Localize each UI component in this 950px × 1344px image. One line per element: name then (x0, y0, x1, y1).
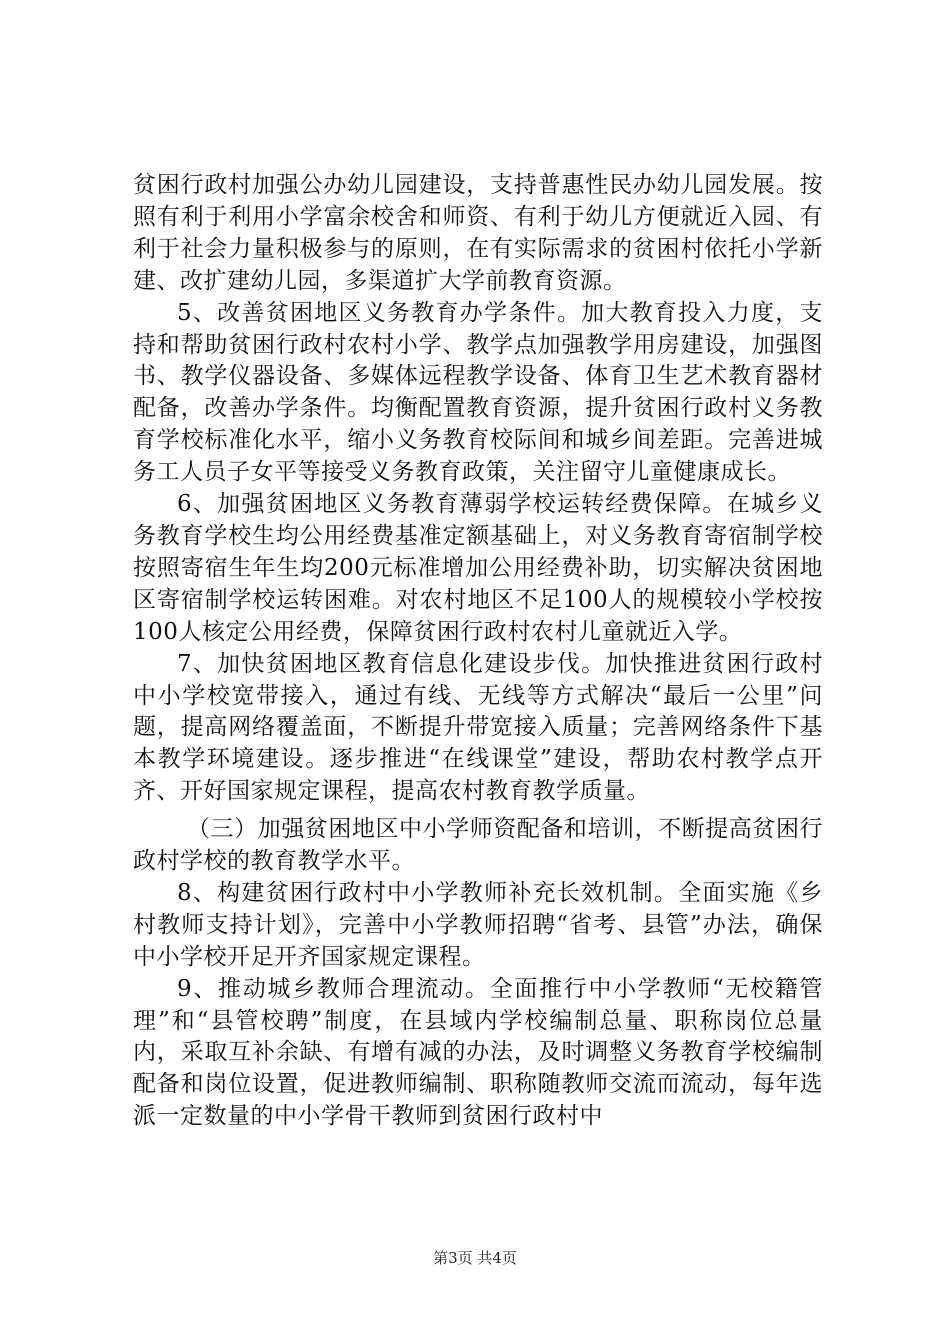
paragraph-item-7: 7、加快贫困地区教育信息化建设步伐。加快推进贫困行政村中小学校宽带接入，通过有线、无线等方式解决“最后一公里”问题，提高网络覆盖面，不断提升带宽接入质量；完善网络条件下基本教学环境建设。逐步推进“在线课堂”建设，帮助农村教学点开齐、开好国家规定课程，提高农村教育教学质量。 (133, 650, 823, 805)
paragraph-item-6: 6、加强贫困地区义务教育薄弱学校运转经费保障。在城乡义务教育学校生均公用经费基准定额基础上，对义务教育寄宿制学校按照寄宿生年生均200元标准增加公用经费补助，切实解决贫困地区寄宿制学校运转困难。对农村地区不足100人的规模较小学校按100人核定公用经费，保障贫困行政村农村儿童就近入学。 (133, 491, 823, 645)
page-footer: 第3页 共4页 (433, 1249, 517, 1267)
document-body (133, 170, 823, 1133)
section-heading-3: （三）加强贫困地区中小学师资配备和培训，不断提高贫困行政村学校的教育教学水平。 (133, 816, 823, 875)
paragraph-item-8: 8、构建贫困行政村中小学教师补充长效机制。全面实施《乡村教师支持计划》，完善中小学教师招聘“省考、县管”办法，确保中小学校开足开齐国家规定课程。 (133, 879, 823, 970)
paragraph-item-5: 5、改善贫困地区义务教育办学条件。加大教育投入力度，支持和帮助贫困行政村农村小学、教学点加强教学用房建设，加强图书、教学仪器设备、多媒体远程教学设备、体育卫生艺术教育器材配备，改善办学条件。均衡配置教育资源，提升贫困行政村义务教育学校标准化水平，缩小义务教育校际间和城乡间差距。完善进城务工人员子女平等接受义务教育政策，关注留守儿童健康成长。 (133, 299, 823, 486)
paragraph-continuation: 贫困行政村加强公办幼儿园建设，支持普惠性民办幼儿园发展。按照有利于利用小学富余校舍和师资、有利于幼儿方便就近入园、有利于社会力量积极参与的原则，在有实际需求的贫困村依托小学新建、改扩建幼儿园，多渠道扩大学前教育资源。 (133, 172, 823, 294)
paragraph-item-9: 9、推动城乡教师合理流动。全面推行中小学教师“无校籍管理”和“县管校聘”制度，在县域内学校编制总量、职称岗位总量内，采取互补余缺、有增有减的办法，及时调整义务教育学校编制配备和岗位设置，促进教师编制、职称随教师交流而流动，每年选派一定数量的中小学骨干教师到贫困行政村中 (133, 975, 823, 1130)
